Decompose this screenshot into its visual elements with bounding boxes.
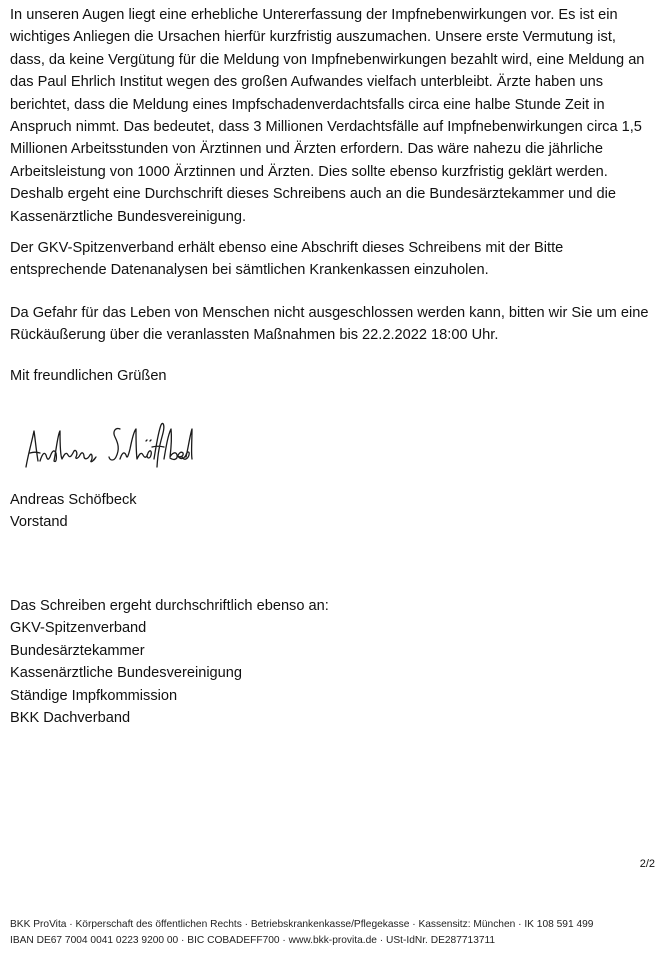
- letter-footer: [10, 917, 655, 948]
- closing-salutation: Mit freundlichen Grüßen: [10, 368, 167, 384]
- cc-recipient: GKV-Spitzenverband: [10, 620, 147, 637]
- signer-role: Vorstand: [10, 514, 68, 530]
- footer-line-bank: IBAN DE67 7004 0041 0223 9200 00 · BIC COBADEFF700 · www.bkk-provita.de · USt-IdNr. DE287713711: [10, 934, 496, 946]
- cc-recipient: Bundesärztekammer: [10, 642, 145, 659]
- cc-recipient: Ständige Impfkommission: [10, 687, 178, 704]
- body-paragraph-2: Der GKV-Spitzenverband erhält ebenso eine Abschrift dieses Schreibens mit der Bitte entsprechende Datenanalysen bei sämtlichen Krankenkassen einzuholen.: [10, 240, 564, 279]
- cc-intro: Das Schreiben ergeht durchschriftlich ebenso an:: [10, 598, 329, 614]
- handwritten-signature: [20, 405, 195, 475]
- cc-block: [10, 595, 652, 729]
- page-number: 2/2: [639, 858, 655, 870]
- cc-recipient: Kassenärztliche Bundesvereinigung: [10, 665, 243, 682]
- signer-name: Andreas Schöfbeck: [10, 492, 137, 508]
- body-paragraph-1: In unseren Augen liegt eine erhebliche Untererfassung der Impfnebenwirkungen vor. Es ist ein wichtiges Anliegen die Ursachen hierfür kurzfristig auszumachen. Unsere erste Vermutung ist, dass, da keine Vergütung für die Meldung von Impfnebenwirkungen bezahlt wird, eine Meldung an das Paul Ehrlich Institut wegen des großen Aufwandes vielfach unterbleibt. Ärzte haben uns berichtet, dass die Meldung eines Impfschadenverdachtsfalls circa eine halbe Stunde Zeit in Anspruch nimmt. Das bedeutet, dass 3 Millionen Verdachtsfälle auf Impfnebenwirkungen circa 1,5 Millionen Arbeitsstunden von Ärztinnen und Ärzten erfordern. Das wäre nahezu die jährliche Arbeitsleistung von 1000 Ärztinnen und Ärzten. Dies sollte ebenso kurzfristig geklärt werden. Deshalb ergeht eine Durchschrift dieses Schreibens auch an die Bundesärztekammer und die Kassenärztliche Bundesvereinigung.: [10, 7, 645, 225]
- footer-line-company: BKK ProVita · Körperschaft des öffentlichen Rechts · Betriebskrankenkasse/Pflegekasse · Kassensitz: München · IK 108 591 499: [10, 919, 594, 930]
- cc-recipient: BKK Dachverband: [10, 710, 131, 727]
- body-paragraph-3: Da Gefahr für das Leben von Menschen nicht ausgeschlossen werden kann, bitten wir Sie um eine Rückäußerung über die veranlassten Maßnahmen bis 22.2.2022 18:00 Uhr.: [10, 305, 649, 344]
